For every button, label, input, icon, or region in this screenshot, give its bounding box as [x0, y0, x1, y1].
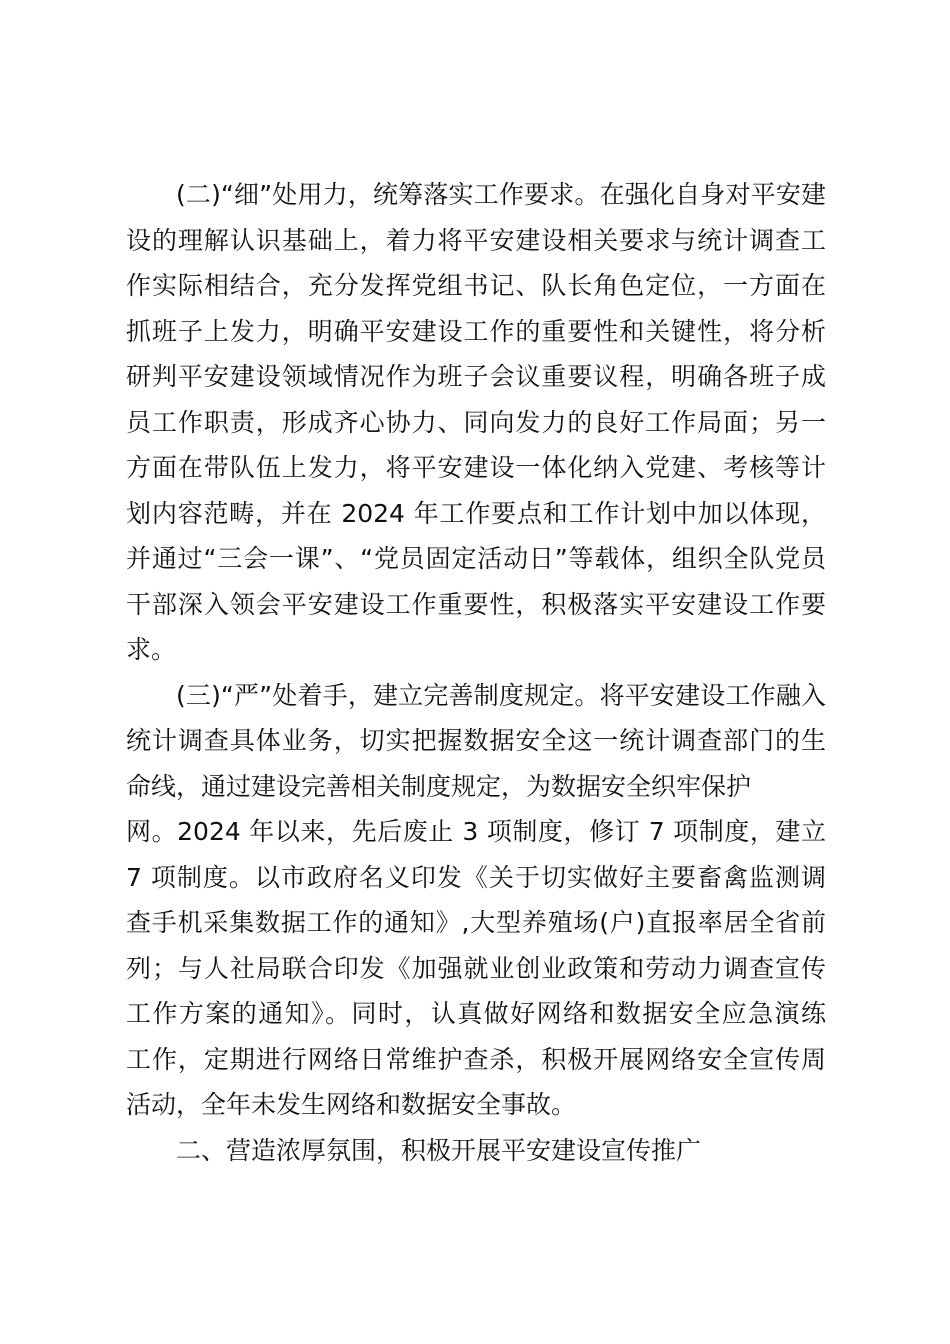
text-line: 员工作职责，形成齐心协力、同向发力的良好工作局面；另一 — [126, 407, 826, 437]
heading-text: 二、营造浓厚氛围，积极开展平安建设宣传推广 — [176, 1135, 702, 1165]
text-line: 研判平安建设领域情况作为班子会议重要议程，明确各班子成 — [126, 362, 826, 391]
text-line: 划内容范畴，并在 2024 年工作要点和工作计划中加以体现， — [126, 498, 826, 528]
text-line: 7 项制度。以市政府名义印发《关于切实做好主要畜禽监测调 — [126, 862, 826, 892]
paragraph-section-3 — [126, 673, 826, 1128]
text-line: 统计调查具体业务，切实把握数据安全这一统计调查部门的生 — [126, 726, 826, 755]
text-line: 工作，定期进行网络日常维护查杀，积极开展网络安全宣传周 — [126, 1044, 826, 1074]
text-line: (三)“严”处着手，建立完善制度规定。将平安建设工作融入 — [176, 680, 826, 710]
text-line: 干部深入领会平安建设工作重要性，积极落实平安建设工作要 — [126, 589, 826, 619]
text-line: 命线，通过建设完善相关制度规定，为数据安全织牢保护 — [126, 771, 752, 801]
text-line: 并通过“三会一课”、“党员固定活动日”等载体，组织全队党员 — [126, 544, 826, 573]
text-line: 活动，全年未发生网络和数据安全事故。 — [126, 1090, 577, 1119]
text-line: (二)“细”处用力，统筹落实工作要求。在强化自身对平安建 — [176, 180, 826, 209]
paragraph-section-2 — [126, 172, 826, 673]
document-body — [126, 172, 826, 1173]
text-line: 查手机采集数据工作的通知》,大型养殖场(户)直报率居全省前 — [126, 908, 826, 937]
text-line: 作实际相结合，充分发挥党组书记、队长角色定位，一方面在 — [126, 271, 826, 300]
text-line: 列；与人社局联合印发《加强就业创业政策和劳动力调查宣传 — [126, 953, 826, 983]
section-heading-2 — [126, 1128, 826, 1174]
text-line: 抓班子上发力，明确平安建设工作的重要性和关键性，将分析 — [126, 316, 826, 346]
text-line: 工作方案的通知》。同时，认真做好网络和数据安全应急演练 — [126, 999, 826, 1028]
text-line: 设的理解认识基础上，着力将平安建设相关要求与统计调查工 — [126, 225, 826, 255]
text-line: 网。2024 年以来，先后废止 3 项制度，修订 7 项制度，建立 — [126, 817, 826, 846]
text-line: 方面在带队伍上发力，将平安建设一体化纳入党建、考核等计 — [126, 453, 826, 482]
text-line: 求。 — [126, 635, 177, 664]
